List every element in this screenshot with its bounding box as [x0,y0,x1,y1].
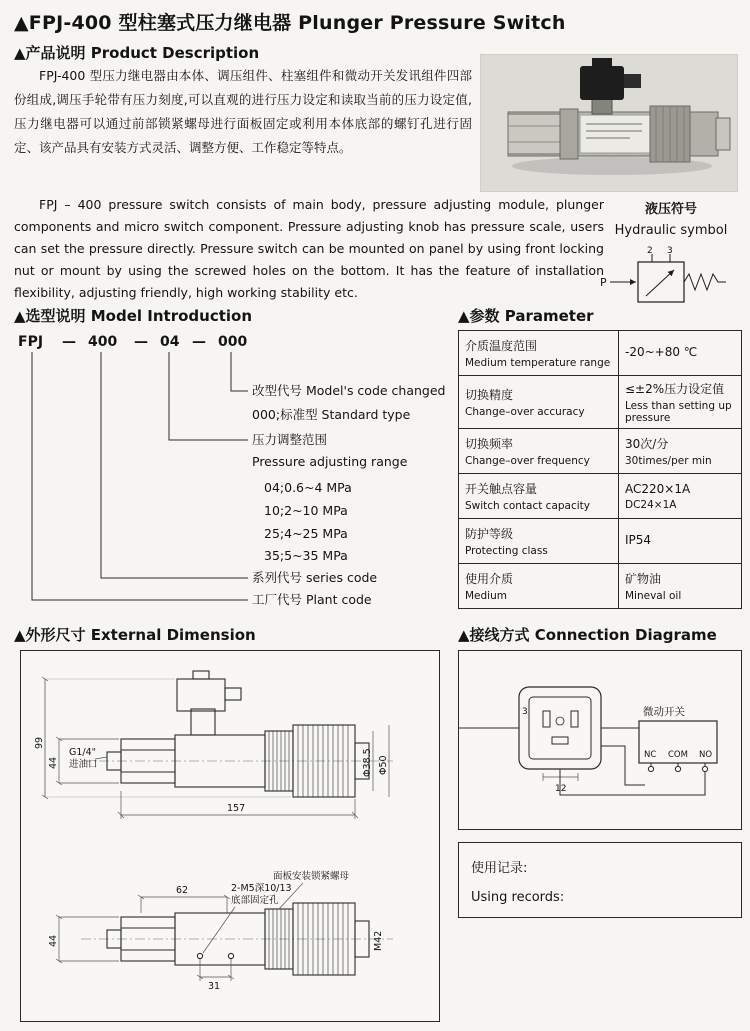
model-label: 000;标准型 Standard type [252,407,411,422]
hydraulic-pin-3: 3 [667,246,673,256]
param-value-line2: DC24×1A [625,498,677,511]
parameter-table [458,330,742,609]
parameter-row [459,429,742,474]
model-code-diagram [12,330,454,620]
param-name-cn: 防护等级 [465,527,514,541]
dim-44-bottom: 44 [48,934,59,947]
model-label: 改型代号 Model's code changed [252,383,446,398]
param-name-en: Protecting class [465,545,548,557]
model-label: 04;0.6~4 MPa [264,480,352,495]
dim-dia-50: Φ50 [378,755,389,775]
hydraulic-symbol-label [596,198,746,238]
param-name-en: Switch contact capacity [465,500,591,512]
param-name-cn: 切换精度 [465,388,514,402]
connection-diagram-drawing [459,651,740,828]
model-label: 35;5~35 MPa [264,548,348,563]
parameter-row [459,331,742,376]
param-value-line1: ≤±2%压力设定值 [625,382,725,396]
using-records-cn: 使用记录: [471,861,528,876]
terminal-nc: NC [644,750,657,760]
section-heading-external-dimension: ▲外形尺寸 External Dimension [14,626,256,644]
model-code-part-range: 04 [160,334,180,350]
dim-157: 157 [227,803,246,814]
dim-panel-nut: 面板安装锁紧螺母 [273,871,350,882]
model-code-part-plant: FPJ [18,334,44,350]
dim-dia-385: Φ38.5 [362,748,373,777]
model-code-dash: — [134,334,148,350]
section-heading-parameter: ▲参数 Parameter [458,307,594,325]
model-code-dash: — [192,334,206,350]
param-name-cn: 切换频率 [465,437,514,451]
dim-99: 99 [34,736,45,749]
param-value-line2: Mineval oil [625,590,682,602]
hydraulic-symbol-drawing [598,246,746,304]
param-name-cn: 开关触点容量 [465,482,538,496]
using-records-box [458,842,742,918]
param-value-line1: IP54 [625,532,652,547]
section-heading-model-introduction: ▲选型说明 Model Introduction [14,307,253,325]
section-heading-connection: ▲接线方式 Connection Diagrame [458,626,717,644]
model-code-tree-lines [32,352,248,600]
param-value-line1: -20~+80 ℃ [625,344,698,359]
external-dimension-box [20,650,440,1022]
page-title: ▲FPJ-400 型柱塞式压力继电器 Plunger Pressure Switch [14,12,566,34]
micro-switch-label: 微动开关 [643,706,685,718]
model-code-part-type: 000 [218,334,248,350]
param-name-en: Medium [465,590,507,602]
dim-m42: M42 [373,930,384,951]
product-description-cn: FPJ-400 型压力继电器由本体、调压组件、柱塞组件和微动开关发讯组件四部份组成,调压手轮带有压力刻度,可以直观的进行压力设定和读取当前的压力设定值, 压力继电器可以通过前部锁紧螺母进行面板固定或利用本体底部的螺钉孔进行固定、该产品具有安装方式灵活、调整方便、工作稳定等特点。 [14,68,472,155]
param-name-en: Change–over frequency [465,455,590,467]
terminal-com: COM [668,750,688,760]
hydraulic-pin-2: 2 [647,246,653,256]
parameter-row [459,474,742,519]
param-name-en: Change–over accuracy [465,406,585,418]
hydraulic-symbol-label-en: Hydraulic symbol [614,223,728,238]
dim-mounting-holes-name: 底部固定孔 [231,895,279,906]
using-records-en: Using records: [471,890,565,905]
hydraulic-port-p: P [600,276,607,289]
model-label: 系列代号 series code [252,570,378,585]
hydraulic-symbol-label-cn: 液压符号 [644,202,697,217]
param-value-line2: Less than setting up pressure [625,400,732,424]
dim-31: 31 [208,981,221,992]
param-value-line1: AC220×1A [625,481,691,496]
section-heading-product-description: ▲产品说明 Product Description [14,44,260,62]
parameter-row [459,376,742,429]
parameter-row [459,564,742,609]
plug-pin-3: 3 [522,707,528,717]
model-code-dash: — [62,334,76,350]
dim-62: 62 [176,885,189,896]
param-value-line1: 30次/分 [625,437,669,451]
param-name-en: Medium temperature range [465,357,611,369]
model-code-part-series: 400 [88,334,118,350]
param-value-line2: 30times/per min [625,455,712,467]
external-dimension-drawing [21,651,438,1020]
product-photo [480,54,738,192]
model-label: 10;2~10 MPa [264,503,348,518]
model-label: Pressure adjusting range [252,454,408,469]
dim-44-top: 44 [48,756,59,769]
model-label: 压力调整范围 [252,432,328,447]
dim-port-thread: G1/4" [69,747,97,758]
param-name-cn: 使用介质 [465,572,514,586]
model-label: 25;4~25 MPa [264,526,348,541]
dim-mounting-holes: 2-M5深10/13 [231,883,292,894]
product-description-en: FPJ – 400 pressure switch consists of main body, pressure adjusting module, plunger components and micro switch component. Pressure adjusting knob has pressure scale, users can set the pressure directly. Pressure switch can be mounted on panel by using front locking nut or mount by using the screwed holes on the bottom. It has the feature of installation flexibility, adjusting friendly, high working stability etc. [14,197,604,300]
plug-dim-12: 12 [555,784,567,794]
connection-diagram-box [458,650,742,830]
parameter-row [459,519,742,564]
param-name-cn: 介质温度范围 [465,339,538,353]
model-label: 工厂代号 Plant code [252,592,372,607]
param-value-line1: 矿物油 [625,572,662,586]
dim-port-name: 进油口 [69,759,98,770]
terminal-no: NO [699,750,713,760]
